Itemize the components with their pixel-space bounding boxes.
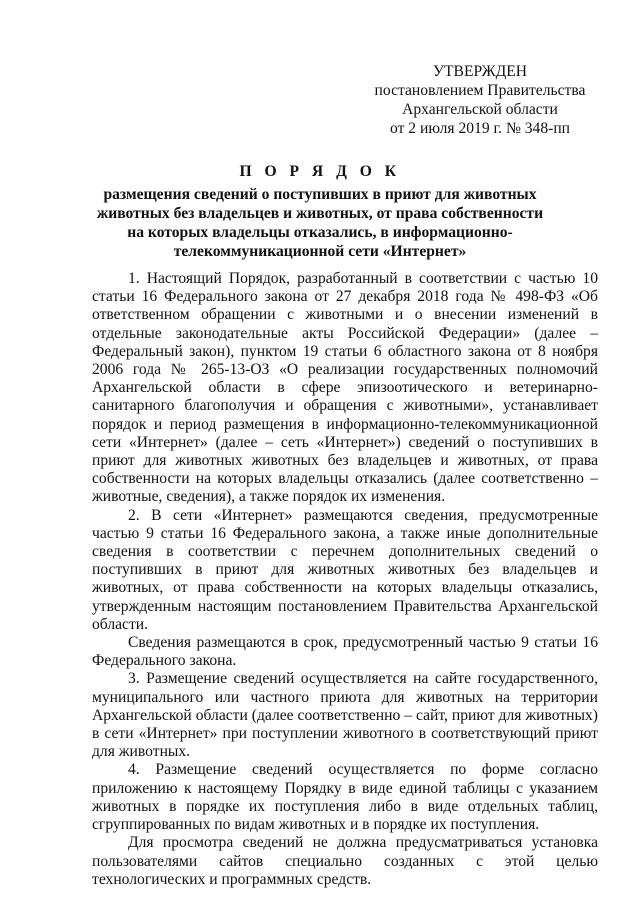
- paragraph-2: 2. В сети «Интернет» размещаются сведения, предусмотренные частью 9 статьи 16 Федерального закона, а также иные дополнительные сведения в соответствии с перечнем дополнительных сведений о поступивших в приют для животных животных без владельцев и животных, от права собственности на которых владельцы отказались, утвержденным настоящим постановлением Правительства Архангельской области.: [92, 506, 598, 633]
- approval-line-3: Архангельской области: [402, 101, 558, 118]
- paragraph-5: 4. Размещение сведений осуществляется по форме согласно приложению к настоящему Порядку в виде единой таблицы с указанием животных в порядке их поступления либо в виде отдельных таблиц, сгруппированных по видам животных и в порядке их поступления.: [92, 761, 598, 834]
- title-line-3: на которых владельцы отказались, в информационно-: [127, 224, 513, 241]
- approval-line-2: постановлением Правительства: [374, 82, 586, 99]
- title-line-1: размещения сведений о поступивших в приют для животных: [103, 186, 537, 203]
- paragraph-1: 1. Настоящий Порядок, разработанный в соответствии с частью 10 статьи 16 Федерального закона от 27 декабря 2018 года № 498-ФЗ «Об ответственном обращении с животными и о внесении изменений в отдельные законодательные акты Российской Федерации» (далее – Федеральный закон), пунктом 19 статьи 6 областного закона от 8 ноября 2006 года № 265-13-ОЗ «О реализации государственных полномочий Архангельской области в сфере эпизоотического и ветеринарно-санитарного благополучия и обращения с животными», устанавливает порядок и период размещения в информационно-телекоммуникационной сети «Интернет» (далее – сеть «Интернет») сведений о поступивших в приют для животных животных без владельцев и животных, от права собственности на которых владельцы отказались (далее соответственно – животные, сведения), а также порядок их изменения.: [92, 270, 598, 506]
- title-line-2: животных без владельцев и животных, от права собственности: [96, 205, 544, 222]
- approval-line-4: от 2 июля 2019 г. № 348-пп: [389, 120, 571, 137]
- title-heading: П О Р Я Д О К: [239, 163, 401, 180]
- title-line-4: телекоммуникационной сети «Интернет»: [173, 243, 467, 260]
- approval-line-1: УТВЕРЖДЕН: [432, 63, 527, 80]
- document-title: [90, 162, 550, 261]
- approval-stamp: [370, 62, 590, 138]
- paragraph-6: Для просмотра сведений не должна предусматриваться установка пользователями сайтов специально созданных с этой целью технологических и программных средств.: [92, 834, 598, 888]
- paragraph-4: 3. Размещение сведений осуществляется на сайте государственного, муниципального или частного приюта для животных на территории Архангельской области (далее соответственно – сайт, приют для животных) в сети «Интернет» при поступлении животного в соответствующий приют для животных.: [92, 670, 598, 761]
- title-subtitle: [90, 185, 550, 261]
- document-body: [92, 270, 598, 889]
- paragraph-3: Сведения размещаются в срок, предусмотренный частью 9 статьи 16 Федерального закона.: [92, 634, 598, 670]
